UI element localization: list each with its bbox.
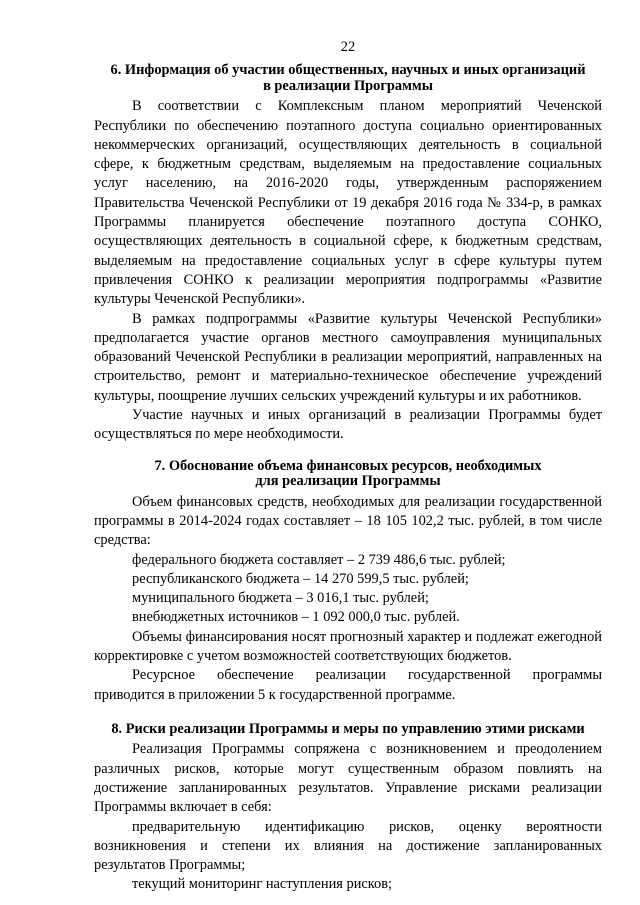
funding-item-republican: республиканского бюджета – 14 270 599,5 тыс. рублей; xyxy=(132,570,469,587)
risk-item-identification: предварительную идентификацию рисков, оценку вероятности возникновения и степени их влияния на достижение запланированных результатов Программы; xyxy=(94,818,602,874)
section-7-paragraph-1: Объем финансовых средств, необходимых для реализации государственной программы в 2014-2024 годах составляет – 18 105 102,2 тыс. рублей, в том числе средства: xyxy=(94,493,602,549)
section-8 xyxy=(94,722,602,895)
funding-item-municipal: муниципального бюджета – 3 016,1 тыс. рублей; xyxy=(132,590,429,607)
funding-item-federal: федерального бюджета составляет – 2 739 486,6 тыс. рублей; xyxy=(132,551,506,568)
section-7-title-line-1: 7. Обоснование объема финансовых ресурсов, необходимых xyxy=(154,457,542,474)
section-8-paragraph-1: Реализация Программы сопряжена с возникновением и преодолением различных рисков, которые могут существенным образом повлиять на достижение запланированных результатов. Управление рисками реализации Программы включает в себя: xyxy=(94,741,602,816)
section-7 xyxy=(94,459,602,705)
section-7-paragraph-2: Объемы финансирования носят прогнозный характер и подлежат ежегодной корректировке с учетом возможностей соответствующих бюджетов. xyxy=(94,628,602,665)
page-number: 22 xyxy=(340,39,356,55)
section-7-title-line-2: для реализации Программы xyxy=(255,473,441,490)
funding-item-extrabudgetary: внебюджетных источников – 1 092 000,0 тыс. рублей. xyxy=(132,609,460,626)
section-6 xyxy=(94,63,602,444)
section-6-paragraph-2: В рамках подпрограммы «Развитие культуры Чеченской Республики» предполагается участие органов местного самоуправления муниципальных образований Чеченской Республики в реализации мероприятий, направленных на строительство, ремонт и материально-техническое обеспечение учреждений культуры, поощрение лучших сельских учреждений культуры и их работников. xyxy=(94,310,602,404)
section-6-title xyxy=(94,63,602,94)
risk-item-monitoring: текущий мониторинг наступления рисков; xyxy=(132,876,393,893)
section-6-title-line-2: в реализации Программы xyxy=(263,77,433,94)
section-6-title-line-1: 6. Информация об участии общественных, научных и иных организаций xyxy=(110,62,586,79)
section-6-paragraph-1: В соответствии с Комплексным планом мероприятий Чеченской Республики по обеспечению поэтапного доступа социально ориентированных некоммерческих организаций, осуществляющих деятельность в социальной сфере, к бюджетным средствам, выделяемым на предоставление социальных услуг населению, на 2016-2020 годы, утвержденным распоряжением Правительства Чеченской Республики от 19 декабря 2016 года № 334-р, в рамках Программы планируется обеспечение поэтапного доступа СОНКО, осуществляющих деятельность в социальной сфере, к бюджетным средствам, выделяемым на предоставление социальных услуг в сфере культуры путем привлечения СОНКО к реализации мероприятия подпрограммы «Развитие культуры Чеченской Республики». xyxy=(94,98,602,308)
section-7-paragraph-3: Ресурсное обеспечение реализации государственной программы приводится в приложении 5 к государственной программе. xyxy=(94,667,602,703)
section-6-paragraph-3: Участие научных и иных организаций в реализации Программы будет осуществляться по мере необходимости. xyxy=(94,407,602,443)
section-8-title xyxy=(94,722,602,738)
section-8-title-line-1: 8. Риски реализации Программы и меры по управлению этими рисками xyxy=(111,720,585,737)
section-7-title xyxy=(94,459,602,490)
